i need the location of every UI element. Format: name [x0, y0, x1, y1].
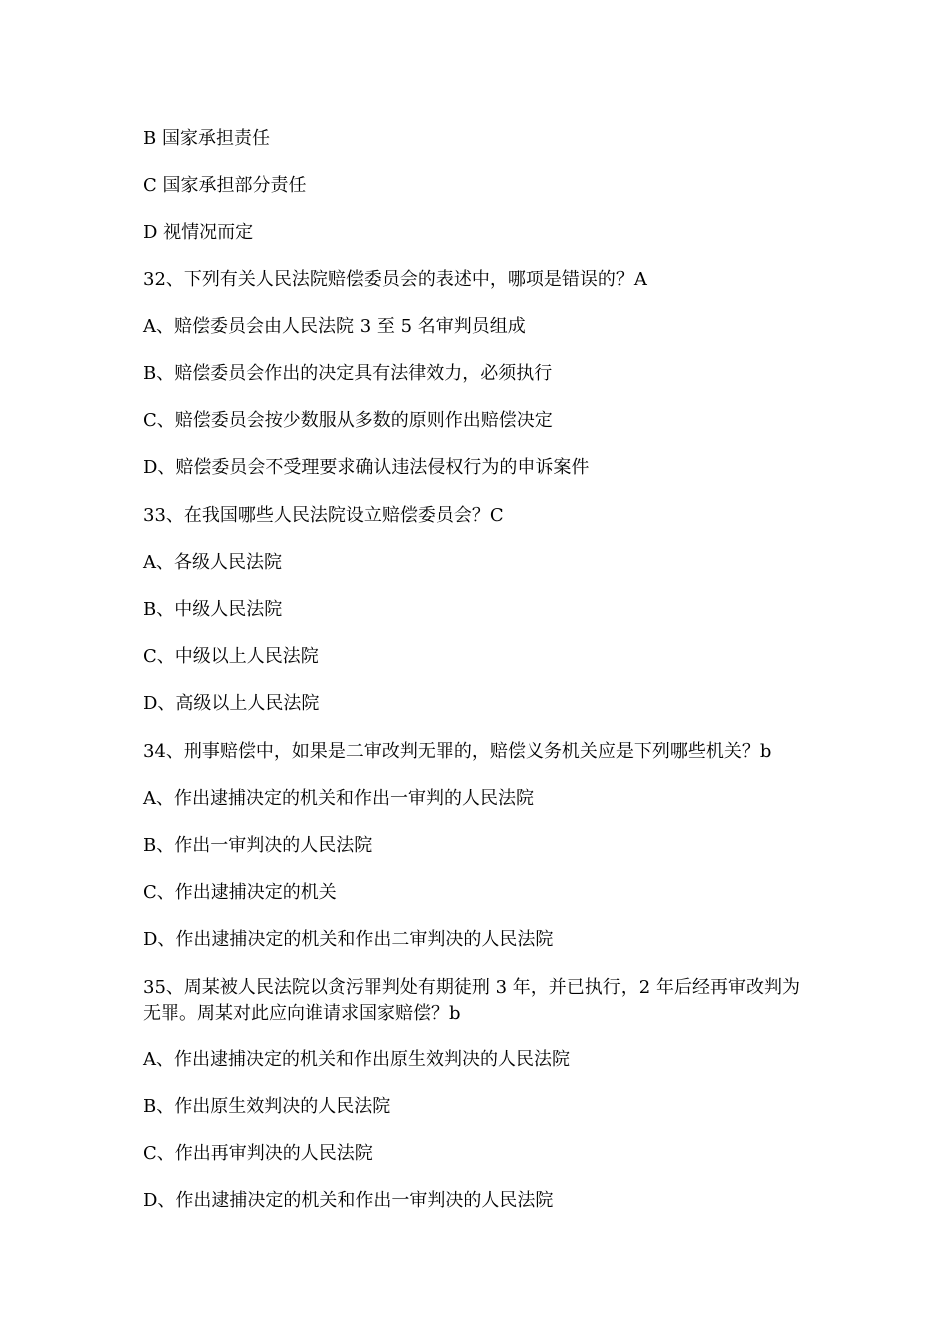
q32-option-a: A、赔偿委员会由人民法院 3 至 5 名审判员组成	[143, 316, 526, 337]
question-35: 35、周某被人民法院以贪污罪判处有期徒刑 3 年，并已执行，2 年后经再审改判为无罪。周某对此应向谁请求国家赔偿？b	[143, 977, 800, 1024]
q35-option-d: D、作出逮捕决定的机关和作出一审判决的人民法院	[143, 1190, 554, 1211]
option-b-line: B 国家承担责任	[143, 128, 270, 149]
question-33: 33、在我国哪些人民法院设立赔偿委员会？C	[143, 505, 504, 526]
q33-option-d: D、高级以上人民法院	[143, 693, 320, 714]
q35-option-c: C、作出再审判决的人民法院	[143, 1143, 373, 1164]
q35-option-a: A、作出逮捕决定的机关和作出原生效判决的人民法院	[143, 1049, 570, 1070]
q34-option-c: C、作出逮捕决定的机关	[143, 882, 337, 903]
q33-option-b: B、中级人民法院	[143, 599, 283, 620]
question-34: 34、刑事赔偿中，如果是二审改判无罪的，赔偿义务机关应是下列哪些机关？b	[143, 741, 772, 762]
question-32: 32、下列有关人民法院赔偿委员会的表述中，哪项是错误的？A	[143, 269, 647, 290]
q33-option-a: A、各级人民法院	[143, 552, 282, 573]
option-d-line: D 视情况而定	[143, 222, 254, 243]
q32-option-d: D、赔偿委员会不受理要求确认违法侵权行为的申诉案件	[143, 457, 590, 478]
option-c-line: C 国家承担部分责任	[143, 175, 307, 196]
q34-option-a: A、作出逮捕决定的机关和作出一审判的人民法院	[143, 788, 534, 809]
q33-option-c: C、中级以上人民法院	[143, 646, 319, 667]
q32-option-b: B、赔偿委员会作出的决定具有法律效力，必须执行	[143, 363, 553, 384]
q32-option-c: C、赔偿委员会按少数服从多数的原则作出赔偿决定	[143, 410, 553, 431]
q34-option-d: D、作出逮捕决定的机关和作出二审判决的人民法院	[143, 929, 554, 950]
q34-option-b: B、作出一审判决的人民法院	[143, 835, 373, 856]
q35-option-b: B、作出原生效判决的人民法院	[143, 1096, 391, 1117]
document-page	[143, 0, 813, 1344]
